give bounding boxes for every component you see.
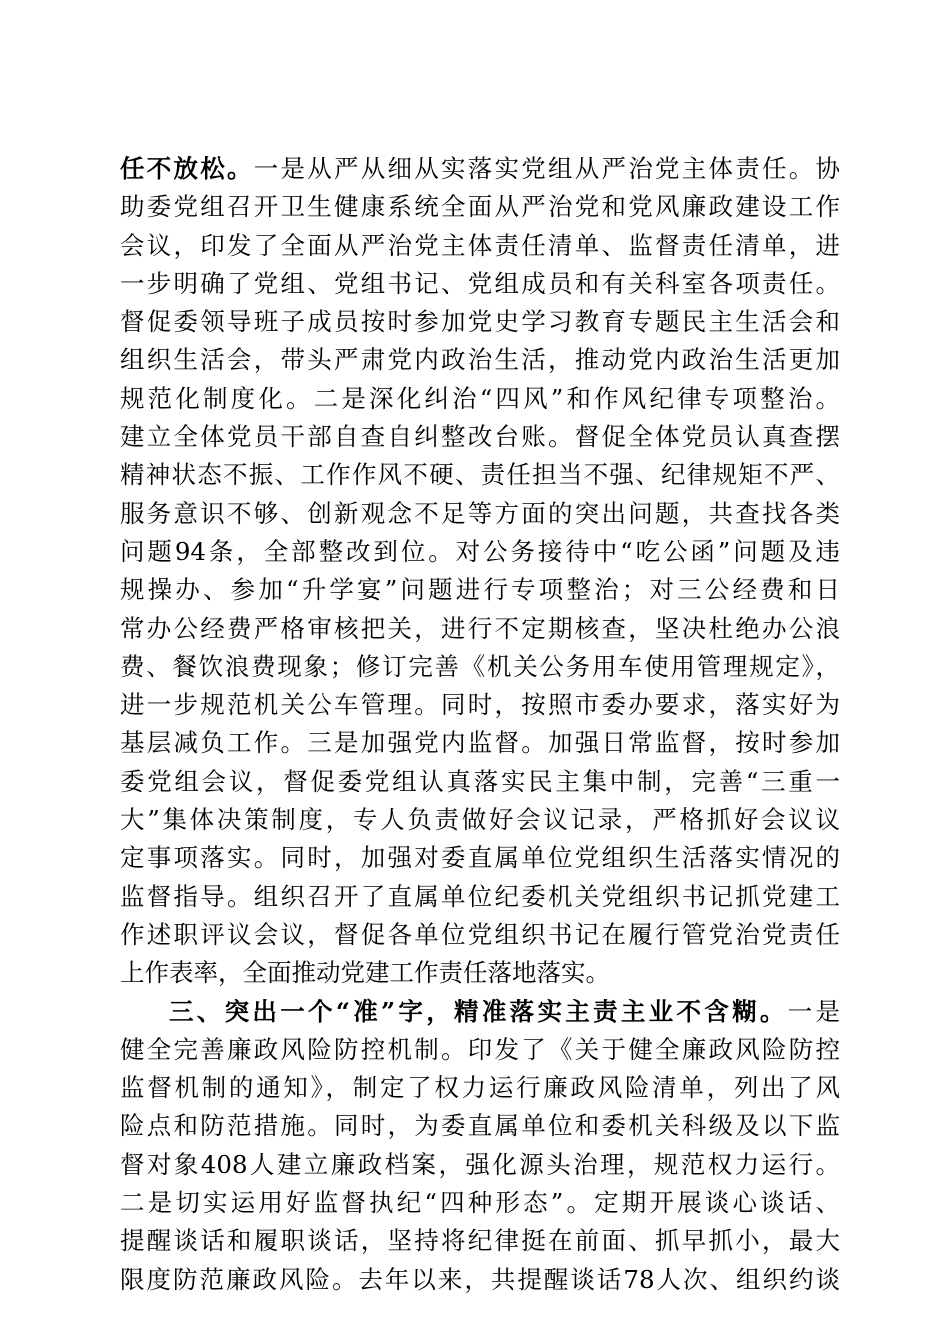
line-text: 大”集体决策制度，专人负责做好会议记录，严格抓好会议议	[120, 805, 840, 835]
line-text: 委党组会议，督促委党组认真落实民主集中制，完善“三重一	[120, 766, 840, 796]
text-line	[120, 265, 840, 303]
text-line	[120, 571, 840, 609]
text-line	[120, 686, 840, 724]
text-line	[120, 648, 840, 686]
line-text: 监督指导。组织召开了直属单位纪委机关党组织书记抓党建工	[120, 881, 840, 911]
line-text: 精神状态不振、工作作风不硬、责任担当不强、纪律规矩不严、	[120, 460, 840, 490]
text-line	[120, 954, 840, 992]
text-line	[120, 724, 840, 762]
line-text: 规操办、参加“升学宴”问题进行专项整治；对三公经费和日	[120, 575, 840, 605]
line-text: 督对象408人建立廉政档案，强化源头治理，规范权力运行。	[120, 1149, 840, 1179]
text-line	[120, 1222, 840, 1260]
text-line	[120, 1107, 840, 1145]
text-line	[120, 341, 840, 379]
line-text: 助委党组召开卫生健康系统全面从严治党和党风廉政建设工作	[120, 192, 840, 222]
line-text: 费、餐饮浪费现象；修订完善《机关公务用车使用管理规定》，	[120, 651, 840, 681]
text-line	[120, 916, 840, 954]
bold-heading-fragment: 任不放松。	[120, 154, 254, 183]
text-line	[120, 839, 840, 877]
text-line	[120, 227, 840, 265]
text-line	[120, 380, 840, 418]
text-line	[120, 303, 840, 341]
section-heading-line	[120, 993, 840, 1031]
line-text: 建立全体党员干部自查自纠整改台账。督促全体党员认真查摆	[120, 422, 840, 452]
text-line	[120, 1184, 840, 1222]
line-text: 监督机制的通知》，制定了权力运行廉政风险清单，列出了风	[120, 1073, 840, 1103]
text-line	[120, 878, 840, 916]
section-heading: 三、突出一个“准”字，精准落实主责主业不含糊。	[169, 996, 788, 1026]
line-text: 二是切实运用好监督执纪“四种形态”。定期开展谈心谈话、	[120, 1188, 840, 1218]
text-line	[120, 763, 840, 801]
text-line	[120, 533, 840, 571]
line-text: 督促委领导班子成员按时参加党史学习教育专题民主生活会和	[120, 307, 840, 337]
text-line	[120, 418, 840, 456]
text-line	[120, 1031, 840, 1069]
line-text: 上作表率，全面推动党建工作责任落地落实。	[120, 958, 610, 988]
document-body	[120, 150, 840, 1299]
line-text: 健全完善廉政风险防控机制。印发了《关于健全廉政风险防控	[120, 1034, 840, 1064]
line-text: 一是从严从细从实落实党组从严治党主体责任。协	[253, 154, 840, 183]
line-text: 一步明确了党组、党组书记、党组成员和有关科室各项责任。	[120, 268, 840, 298]
text-line	[120, 610, 840, 648]
line-text: 服务意识不够、创新观念不足等方面的突出问题，共查找各类	[120, 498, 840, 528]
line-text: 组织生活会，带头严肃党内政治生活，推动党内政治生活更加	[120, 345, 840, 375]
text-line	[120, 150, 840, 188]
line-text: 险点和防范措施。同时，为委直属单位和委机关科级及以下监	[120, 1111, 840, 1141]
line-text: 常办公经费严格审核把关，进行不定期核查，坚决杜绝办公浪	[120, 613, 840, 643]
text-line	[120, 1146, 840, 1184]
text-line	[120, 456, 840, 494]
line-text: 进一步规范机关公车管理。同时，按照市委办要求，落实好为	[120, 690, 840, 720]
line-text: 规范化制度化。二是深化纠治“四风”和作风纪律专项整治。	[120, 383, 840, 413]
text-line	[120, 801, 840, 839]
text-line	[120, 188, 840, 226]
text-line	[120, 495, 840, 533]
text-line	[120, 1069, 840, 1107]
line-text: 会议，印发了全面从严治党主体责任清单、监督责任清单，进	[120, 230, 840, 260]
line-text: 定事项落实。同时，加强对委直属单位党组织生活落实情况的	[120, 843, 840, 873]
line-text: 基层减负工作。三是加强党内监督。加强日常监督，按时参加	[120, 728, 840, 758]
line-text: 问题94条，全部整改到位。对公务接待中“吃公函”问题及违	[120, 536, 840, 566]
line-text: 提醒谈话和履职谈话，坚持将纪律挺在前面、抓早抓小，最大	[120, 1226, 840, 1256]
line-text: 限度防范廉政风险。去年以来，共提醒谈话78人次、组织约谈	[120, 1264, 840, 1294]
text-line	[120, 1261, 840, 1299]
line-text: 一是	[787, 996, 841, 1026]
line-text: 作述职评议会议，督促各单位党组织书记在履行管党治党责任	[120, 919, 840, 949]
